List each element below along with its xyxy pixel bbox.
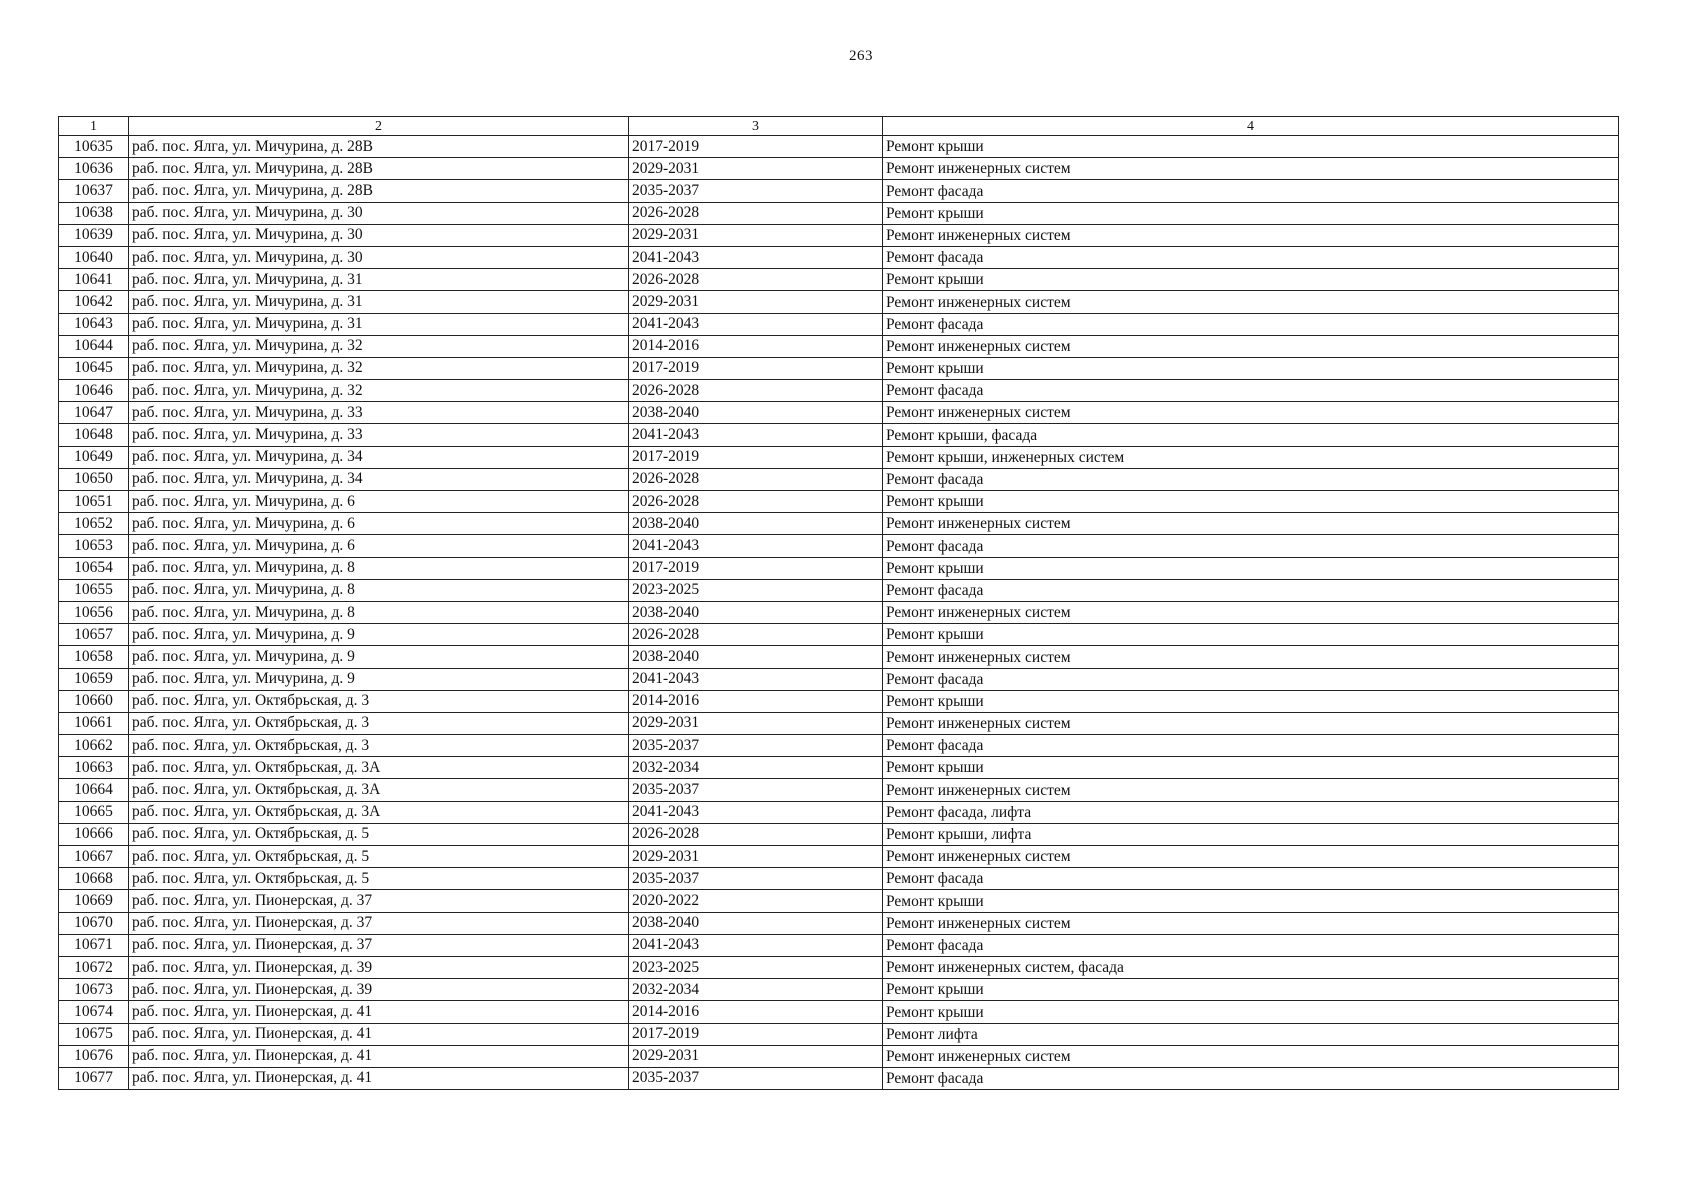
period-cell: 2038-2040 xyxy=(629,646,883,668)
table-row xyxy=(59,890,1619,912)
address-cell: раб. пос. Ялга, ул. Мичурина, д. 32 xyxy=(129,357,629,379)
address-cell: раб. пос. Ялга, ул. Пионерская, д. 39 xyxy=(129,979,629,1001)
work-type-cell: Ремонт фасада xyxy=(883,246,1619,268)
row-number-cell: 10655 xyxy=(59,579,129,601)
work-type-cell: Ремонт фасада xyxy=(883,380,1619,402)
work-type-cell: Ремонт крыши, инженерных систем xyxy=(883,446,1619,468)
address-cell: раб. пос. Ялга, ул. Октябрьская, д. 3А xyxy=(129,779,629,801)
work-type-cell: Ремонт фасада xyxy=(883,735,1619,757)
table-row xyxy=(59,1001,1619,1023)
address-cell: раб. пос. Ялга, ул. Октябрьская, д. 5 xyxy=(129,868,629,890)
row-number-cell: 10654 xyxy=(59,557,129,579)
period-cell: 2038-2040 xyxy=(629,912,883,934)
row-number-cell: 10649 xyxy=(59,446,129,468)
address-cell: раб. пос. Ялга, ул. Октябрьская, д. 3А xyxy=(129,757,629,779)
table-row xyxy=(59,956,1619,978)
work-type-cell: Ремонт фасада, лифта xyxy=(883,801,1619,823)
period-cell: 2023-2025 xyxy=(629,956,883,978)
work-type-cell: Ремонт фасада xyxy=(883,535,1619,557)
column-header-period: 3 xyxy=(629,117,883,136)
period-cell: 2017-2019 xyxy=(629,557,883,579)
table-row xyxy=(59,868,1619,890)
work-type-cell: Ремонт фасада xyxy=(883,668,1619,690)
address-cell: раб. пос. Ялга, ул. Мичурина, д. 30 xyxy=(129,224,629,246)
table-row xyxy=(59,601,1619,623)
table-row xyxy=(59,1067,1619,1089)
period-cell: 2029-2031 xyxy=(629,158,883,180)
table-row xyxy=(59,180,1619,202)
work-type-cell: Ремонт инженерных систем xyxy=(883,291,1619,313)
row-number-cell: 10676 xyxy=(59,1045,129,1067)
period-cell: 2029-2031 xyxy=(629,1045,883,1067)
address-cell: раб. пос. Ялга, ул. Пионерская, д. 41 xyxy=(129,1023,629,1045)
period-cell: 2035-2037 xyxy=(629,180,883,202)
work-type-cell: Ремонт крыши xyxy=(883,757,1619,779)
work-type-cell: Ремонт фасада xyxy=(883,579,1619,601)
address-cell: раб. пос. Ялга, ул. Мичурина, д. 30 xyxy=(129,246,629,268)
row-number-cell: 10637 xyxy=(59,180,129,202)
address-cell: раб. пос. Ялга, ул. Мичурина, д. 6 xyxy=(129,513,629,535)
period-cell: 2017-2019 xyxy=(629,357,883,379)
row-number-cell: 10641 xyxy=(59,269,129,291)
work-type-cell: Ремонт крыши xyxy=(883,890,1619,912)
address-cell: раб. пос. Ялга, ул. Мичурина, д. 34 xyxy=(129,446,629,468)
row-number-cell: 10646 xyxy=(59,380,129,402)
row-number-cell: 10665 xyxy=(59,801,129,823)
work-type-cell: Ремонт крыши xyxy=(883,357,1619,379)
work-type-cell: Ремонт инженерных систем xyxy=(883,779,1619,801)
period-cell: 2014-2016 xyxy=(629,335,883,357)
table-row xyxy=(59,1045,1619,1067)
address-cell: раб. пос. Ялга, ул. Октябрьская, д. 5 xyxy=(129,846,629,868)
address-cell: раб. пос. Ялга, ул. Пионерская, д. 41 xyxy=(129,1045,629,1067)
table-row xyxy=(59,357,1619,379)
address-cell: раб. пос. Ялга, ул. Мичурина, д. 34 xyxy=(129,468,629,490)
table-row xyxy=(59,269,1619,291)
work-type-cell: Ремонт фасада xyxy=(883,313,1619,335)
column-header-work: 4 xyxy=(883,117,1619,136)
address-cell: раб. пос. Ялга, ул. Пионерская, д. 41 xyxy=(129,1001,629,1023)
work-type-cell: Ремонт фасада xyxy=(883,1067,1619,1089)
period-cell: 2029-2031 xyxy=(629,291,883,313)
period-cell: 2038-2040 xyxy=(629,601,883,623)
table-row xyxy=(59,912,1619,934)
row-number-cell: 10671 xyxy=(59,934,129,956)
address-cell: раб. пос. Ялга, ул. Мичурина, д. 6 xyxy=(129,491,629,513)
row-number-cell: 10650 xyxy=(59,468,129,490)
row-number-cell: 10656 xyxy=(59,601,129,623)
row-number-cell: 10635 xyxy=(59,136,129,158)
row-number-cell: 10647 xyxy=(59,402,129,424)
work-type-cell: Ремонт крыши, лифта xyxy=(883,823,1619,845)
row-number-cell: 10658 xyxy=(59,646,129,668)
period-cell: 2035-2037 xyxy=(629,1067,883,1089)
table-row xyxy=(59,801,1619,823)
table-row xyxy=(59,557,1619,579)
address-cell: раб. пос. Ялга, ул. Октябрьская, д. 5 xyxy=(129,823,629,845)
period-cell: 2014-2016 xyxy=(629,690,883,712)
row-number-cell: 10640 xyxy=(59,246,129,268)
address-cell: раб. пос. Ялга, ул. Мичурина, д. 31 xyxy=(129,291,629,313)
work-type-cell: Ремонт фасада xyxy=(883,868,1619,890)
header-row xyxy=(59,117,1619,136)
table-row xyxy=(59,779,1619,801)
row-number-cell: 10636 xyxy=(59,158,129,180)
work-type-cell: Ремонт крыши, фасада xyxy=(883,424,1619,446)
work-type-cell: Ремонт инженерных систем xyxy=(883,712,1619,734)
table-row xyxy=(59,424,1619,446)
table-row xyxy=(59,712,1619,734)
table-row xyxy=(59,846,1619,868)
row-number-cell: 10653 xyxy=(59,535,129,557)
address-cell: раб. пос. Ялга, ул. Октябрьская, д. 3 xyxy=(129,712,629,734)
row-number-cell: 10664 xyxy=(59,779,129,801)
table-row xyxy=(59,535,1619,557)
table-row xyxy=(59,624,1619,646)
row-number-cell: 10644 xyxy=(59,335,129,357)
period-cell: 2026-2028 xyxy=(629,269,883,291)
work-type-cell: Ремонт инженерных систем xyxy=(883,513,1619,535)
column-header-number: 1 xyxy=(59,117,129,136)
period-cell: 2041-2043 xyxy=(629,801,883,823)
address-cell: раб. пос. Ялга, ул. Мичурина, д. 6 xyxy=(129,535,629,557)
period-cell: 2029-2031 xyxy=(629,846,883,868)
work-type-cell: Ремонт крыши xyxy=(883,136,1619,158)
period-cell: 2017-2019 xyxy=(629,1023,883,1045)
period-cell: 2026-2028 xyxy=(629,202,883,224)
address-cell: раб. пос. Ялга, ул. Мичурина, д. 28В xyxy=(129,180,629,202)
period-cell: 2017-2019 xyxy=(629,446,883,468)
period-cell: 2041-2043 xyxy=(629,535,883,557)
address-cell: раб. пос. Ялга, ул. Пионерская, д. 37 xyxy=(129,912,629,934)
row-number-cell: 10648 xyxy=(59,424,129,446)
address-cell: раб. пос. Ялга, ул. Мичурина, д. 9 xyxy=(129,668,629,690)
work-type-cell: Ремонт инженерных систем xyxy=(883,846,1619,868)
table-row xyxy=(59,934,1619,956)
page-number: 263 xyxy=(849,48,873,64)
work-type-cell: Ремонт лифта xyxy=(883,1023,1619,1045)
period-cell: 2041-2043 xyxy=(629,424,883,446)
row-number-cell: 10670 xyxy=(59,912,129,934)
work-type-cell: Ремонт крыши xyxy=(883,269,1619,291)
address-cell: раб. пос. Ялга, ул. Пионерская, д. 37 xyxy=(129,890,629,912)
period-cell: 2020-2022 xyxy=(629,890,883,912)
row-number-cell: 10672 xyxy=(59,956,129,978)
address-cell: раб. пос. Ялга, ул. Мичурина, д. 31 xyxy=(129,313,629,335)
table-row xyxy=(59,1023,1619,1045)
period-cell: 2032-2034 xyxy=(629,979,883,1001)
table-header xyxy=(59,117,1619,136)
row-number-cell: 10668 xyxy=(59,868,129,890)
period-cell: 2041-2043 xyxy=(629,313,883,335)
period-cell: 2026-2028 xyxy=(629,468,883,490)
row-number-cell: 10674 xyxy=(59,1001,129,1023)
table-row xyxy=(59,979,1619,1001)
period-cell: 2041-2043 xyxy=(629,668,883,690)
address-cell: раб. пос. Ялга, ул. Мичурина, д. 28В xyxy=(129,158,629,180)
work-type-cell: Ремонт крыши xyxy=(883,557,1619,579)
address-cell: раб. пос. Ялга, ул. Мичурина, д. 32 xyxy=(129,335,629,357)
address-cell: раб. пос. Ялга, ул. Мичурина, д. 33 xyxy=(129,424,629,446)
table-row xyxy=(59,513,1619,535)
table-row xyxy=(59,158,1619,180)
address-cell: раб. пос. Ялга, ул. Мичурина, д. 33 xyxy=(129,402,629,424)
row-number-cell: 10662 xyxy=(59,735,129,757)
period-cell: 2026-2028 xyxy=(629,380,883,402)
work-type-cell: Ремонт крыши xyxy=(883,491,1619,513)
row-number-cell: 10651 xyxy=(59,491,129,513)
period-cell: 2041-2043 xyxy=(629,934,883,956)
column-header-address: 2 xyxy=(129,117,629,136)
period-cell: 2023-2025 xyxy=(629,579,883,601)
address-cell: раб. пос. Ялга, ул. Мичурина, д. 31 xyxy=(129,269,629,291)
row-number-cell: 10663 xyxy=(59,757,129,779)
row-number-cell: 10677 xyxy=(59,1067,129,1089)
table-row xyxy=(59,380,1619,402)
period-cell: 2026-2028 xyxy=(629,491,883,513)
work-type-cell: Ремонт крыши xyxy=(883,979,1619,1001)
row-number-cell: 10639 xyxy=(59,224,129,246)
address-cell: раб. пос. Ялга, ул. Мичурина, д. 9 xyxy=(129,624,629,646)
row-number-cell: 10638 xyxy=(59,202,129,224)
row-number-cell: 10669 xyxy=(59,890,129,912)
period-cell: 2017-2019 xyxy=(629,136,883,158)
row-number-cell: 10660 xyxy=(59,690,129,712)
repair-schedule-table xyxy=(58,116,1619,1090)
row-number-cell: 10643 xyxy=(59,313,129,335)
work-type-cell: Ремонт инженерных систем, фасада xyxy=(883,956,1619,978)
address-cell: раб. пос. Ялга, ул. Пионерская, д. 41 xyxy=(129,1067,629,1089)
table-row xyxy=(59,335,1619,357)
row-number-cell: 10657 xyxy=(59,624,129,646)
address-cell: раб. пос. Ялга, ул. Мичурина, д. 8 xyxy=(129,579,629,601)
table-row xyxy=(59,313,1619,335)
row-number-cell: 10666 xyxy=(59,823,129,845)
period-cell: 2038-2040 xyxy=(629,513,883,535)
period-cell: 2026-2028 xyxy=(629,624,883,646)
address-cell: раб. пос. Ялга, ул. Мичурина, д. 8 xyxy=(129,601,629,623)
address-cell: раб. пос. Ялга, ул. Мичурина, д. 30 xyxy=(129,202,629,224)
period-cell: 2038-2040 xyxy=(629,402,883,424)
period-cell: 2041-2043 xyxy=(629,246,883,268)
work-type-cell: Ремонт инженерных систем xyxy=(883,912,1619,934)
work-type-cell: Ремонт инженерных систем xyxy=(883,224,1619,246)
table-row xyxy=(59,735,1619,757)
period-cell: 2026-2028 xyxy=(629,823,883,845)
table-row xyxy=(59,202,1619,224)
work-type-cell: Ремонт инженерных систем xyxy=(883,158,1619,180)
work-type-cell: Ремонт инженерных систем xyxy=(883,335,1619,357)
work-type-cell: Ремонт фасада xyxy=(883,934,1619,956)
work-type-cell: Ремонт инженерных систем xyxy=(883,1045,1619,1067)
work-type-cell: Ремонт инженерных систем xyxy=(883,646,1619,668)
period-cell: 2035-2037 xyxy=(629,779,883,801)
work-type-cell: Ремонт крыши xyxy=(883,202,1619,224)
period-cell: 2035-2037 xyxy=(629,735,883,757)
row-number-cell: 10661 xyxy=(59,712,129,734)
work-type-cell: Ремонт крыши xyxy=(883,1001,1619,1023)
work-type-cell: Ремонт крыши xyxy=(883,690,1619,712)
work-type-cell: Ремонт крыши xyxy=(883,624,1619,646)
row-number-cell: 10667 xyxy=(59,846,129,868)
row-number-cell: 10675 xyxy=(59,1023,129,1045)
table-row xyxy=(59,491,1619,513)
table-row xyxy=(59,446,1619,468)
table-row xyxy=(59,579,1619,601)
table-row xyxy=(59,757,1619,779)
table-row xyxy=(59,690,1619,712)
table-row xyxy=(59,136,1619,158)
period-cell: 2014-2016 xyxy=(629,1001,883,1023)
work-type-cell: Ремонт фасада xyxy=(883,468,1619,490)
period-cell: 2035-2037 xyxy=(629,868,883,890)
table-row xyxy=(59,468,1619,490)
table-body xyxy=(59,136,1619,1090)
table-row xyxy=(59,668,1619,690)
address-cell: раб. пос. Ялга, ул. Мичурина, д. 9 xyxy=(129,646,629,668)
table-row xyxy=(59,402,1619,424)
address-cell: раб. пос. Ялга, ул. Мичурина, д. 28В xyxy=(129,136,629,158)
row-number-cell: 10645 xyxy=(59,357,129,379)
table-row xyxy=(59,291,1619,313)
address-cell: раб. пос. Ялга, ул. Октябрьская, д. 3 xyxy=(129,690,629,712)
row-number-cell: 10673 xyxy=(59,979,129,1001)
period-cell: 2029-2031 xyxy=(629,712,883,734)
work-type-cell: Ремонт инженерных систем xyxy=(883,402,1619,424)
work-type-cell: Ремонт фасада xyxy=(883,180,1619,202)
address-cell: раб. пос. Ялга, ул. Пионерская, д. 37 xyxy=(129,934,629,956)
row-number-cell: 10642 xyxy=(59,291,129,313)
table-row xyxy=(59,823,1619,845)
address-cell: раб. пос. Ялга, ул. Пионерская, д. 39 xyxy=(129,956,629,978)
address-cell: раб. пос. Ялга, ул. Мичурина, д. 32 xyxy=(129,380,629,402)
address-cell: раб. пос. Ялга, ул. Октябрьская, д. 3 xyxy=(129,735,629,757)
row-number-cell: 10659 xyxy=(59,668,129,690)
address-cell: раб. пос. Ялга, ул. Октябрьская, д. 3А xyxy=(129,801,629,823)
table-row xyxy=(59,246,1619,268)
period-cell: 2029-2031 xyxy=(629,224,883,246)
address-cell: раб. пос. Ялга, ул. Мичурина, д. 8 xyxy=(129,557,629,579)
period-cell: 2032-2034 xyxy=(629,757,883,779)
work-type-cell: Ремонт инженерных систем xyxy=(883,601,1619,623)
table-row xyxy=(59,224,1619,246)
table-row xyxy=(59,646,1619,668)
row-number-cell: 10652 xyxy=(59,513,129,535)
